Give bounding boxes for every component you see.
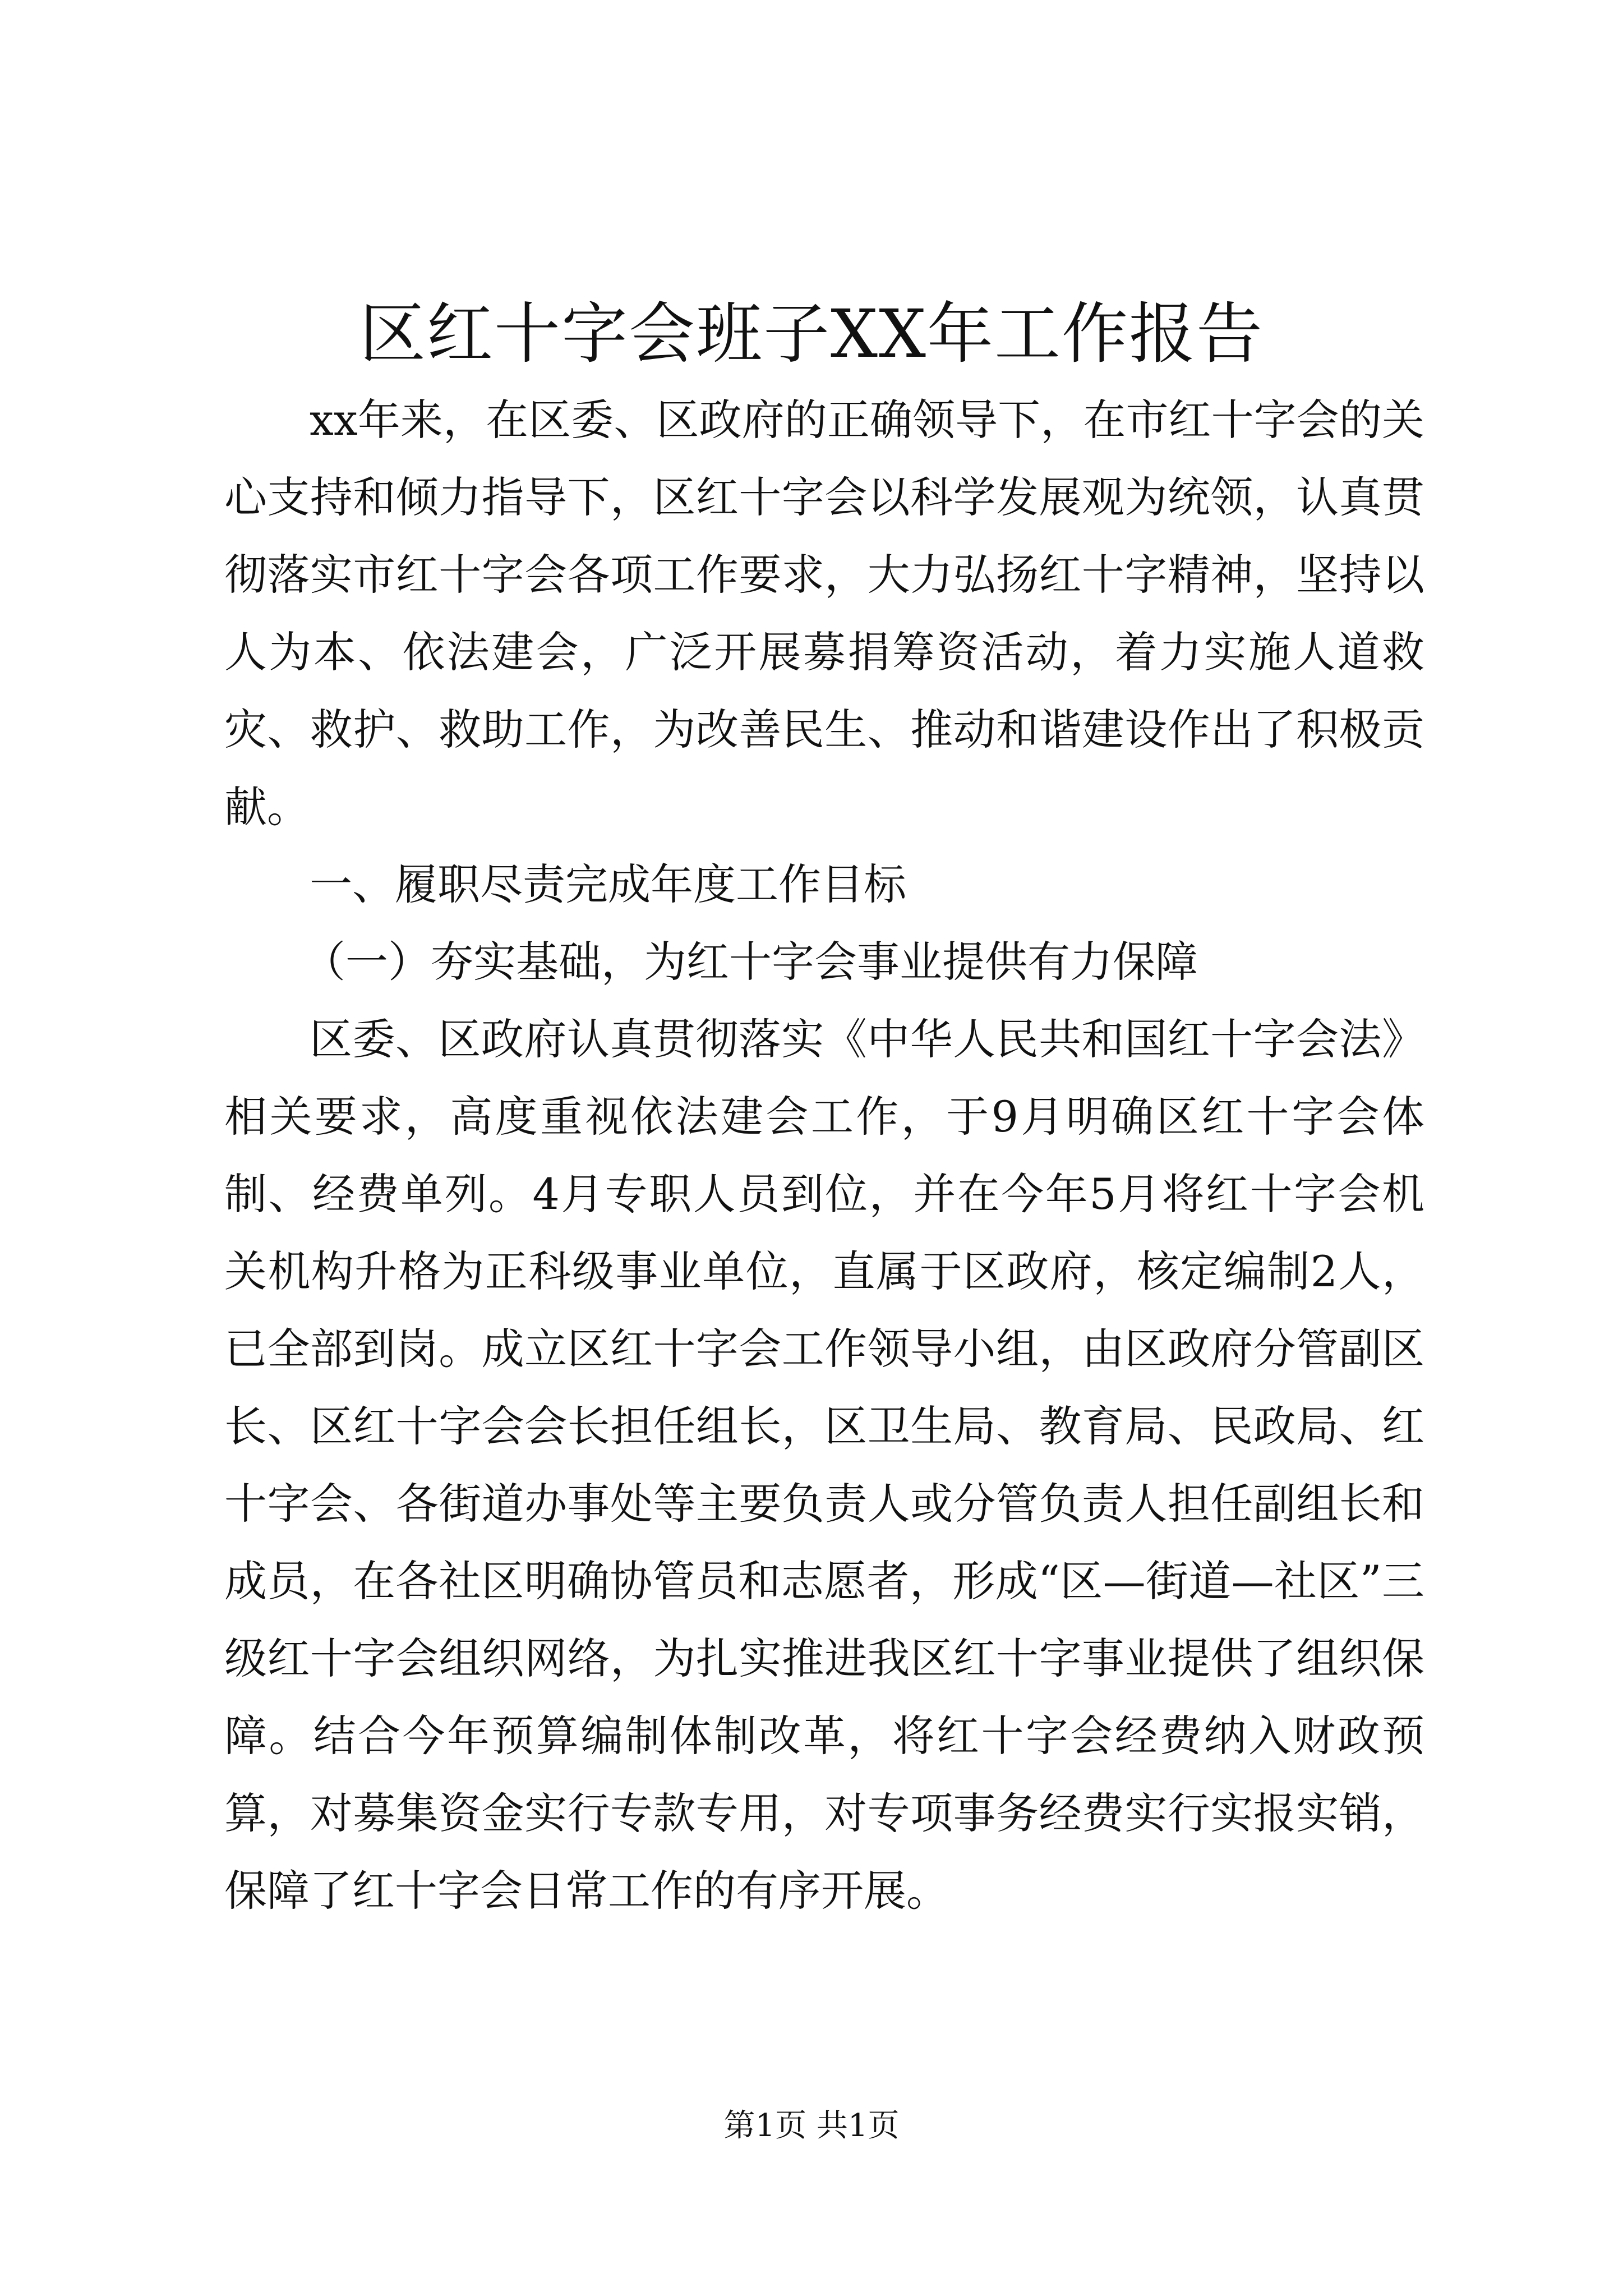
intro-paragraph: xx年来，在区委、区政府的正确领导下，在市红十字会的关心支持和倾力指导下，区红十字会以科学发展观为统领，认真贯彻落实市红十字会各项工作要求，大力弘扬红十字精神，坚持以人为本、依法建会，广泛开展募捐筹资活动，着力实施人道救灾、救护、救助工作，为改善民生、推动和谐建设作出了积极贡献。 [224, 395, 1424, 832]
section-heading: 一、履职尽责完成年度工作目标 [310, 859, 906, 909]
document-title: 区红十字会班子XX年工作报告 [359, 295, 1264, 372]
subsection-heading: （一）夯实基础，为红十字会事业提供有力保障 [303, 937, 1198, 987]
body-paragraph: 区委、区政府认真贯彻落实《中华人民共和国红十字会法》相关要求，高度重视依法建会工作，于9月明确区红十字会体制、经费单列。4月专职人员到位，并在今年5月将红十字会机关机构升格为正科级事业单位，直属于区政府，核定编制2人，已全部到岗。成立区红十字会工作领导小组，由区政府分管副区长、区红十字会会长担任组长，区卫生局、教育局、民政局、红十字会、各街道办事处等主要负责人或分管负责人担任副组长和成员，在各社区明确协管员和志愿者，形成“区—街道—社区”三级红十字会组织网络，为扎实推进我区红十字事业提供了组织保障。结合今年预算编制体制改革，将红十字会经费纳入财政预算，对募集资金实行专款专用，对专项事务经费实行实报实销，保障了红十字会日常工作的有序开展。 [224, 1014, 1424, 1916]
page-footer: 第1页 共1页 [723, 2108, 900, 2144]
document-body [224, 381, 1424, 1930]
